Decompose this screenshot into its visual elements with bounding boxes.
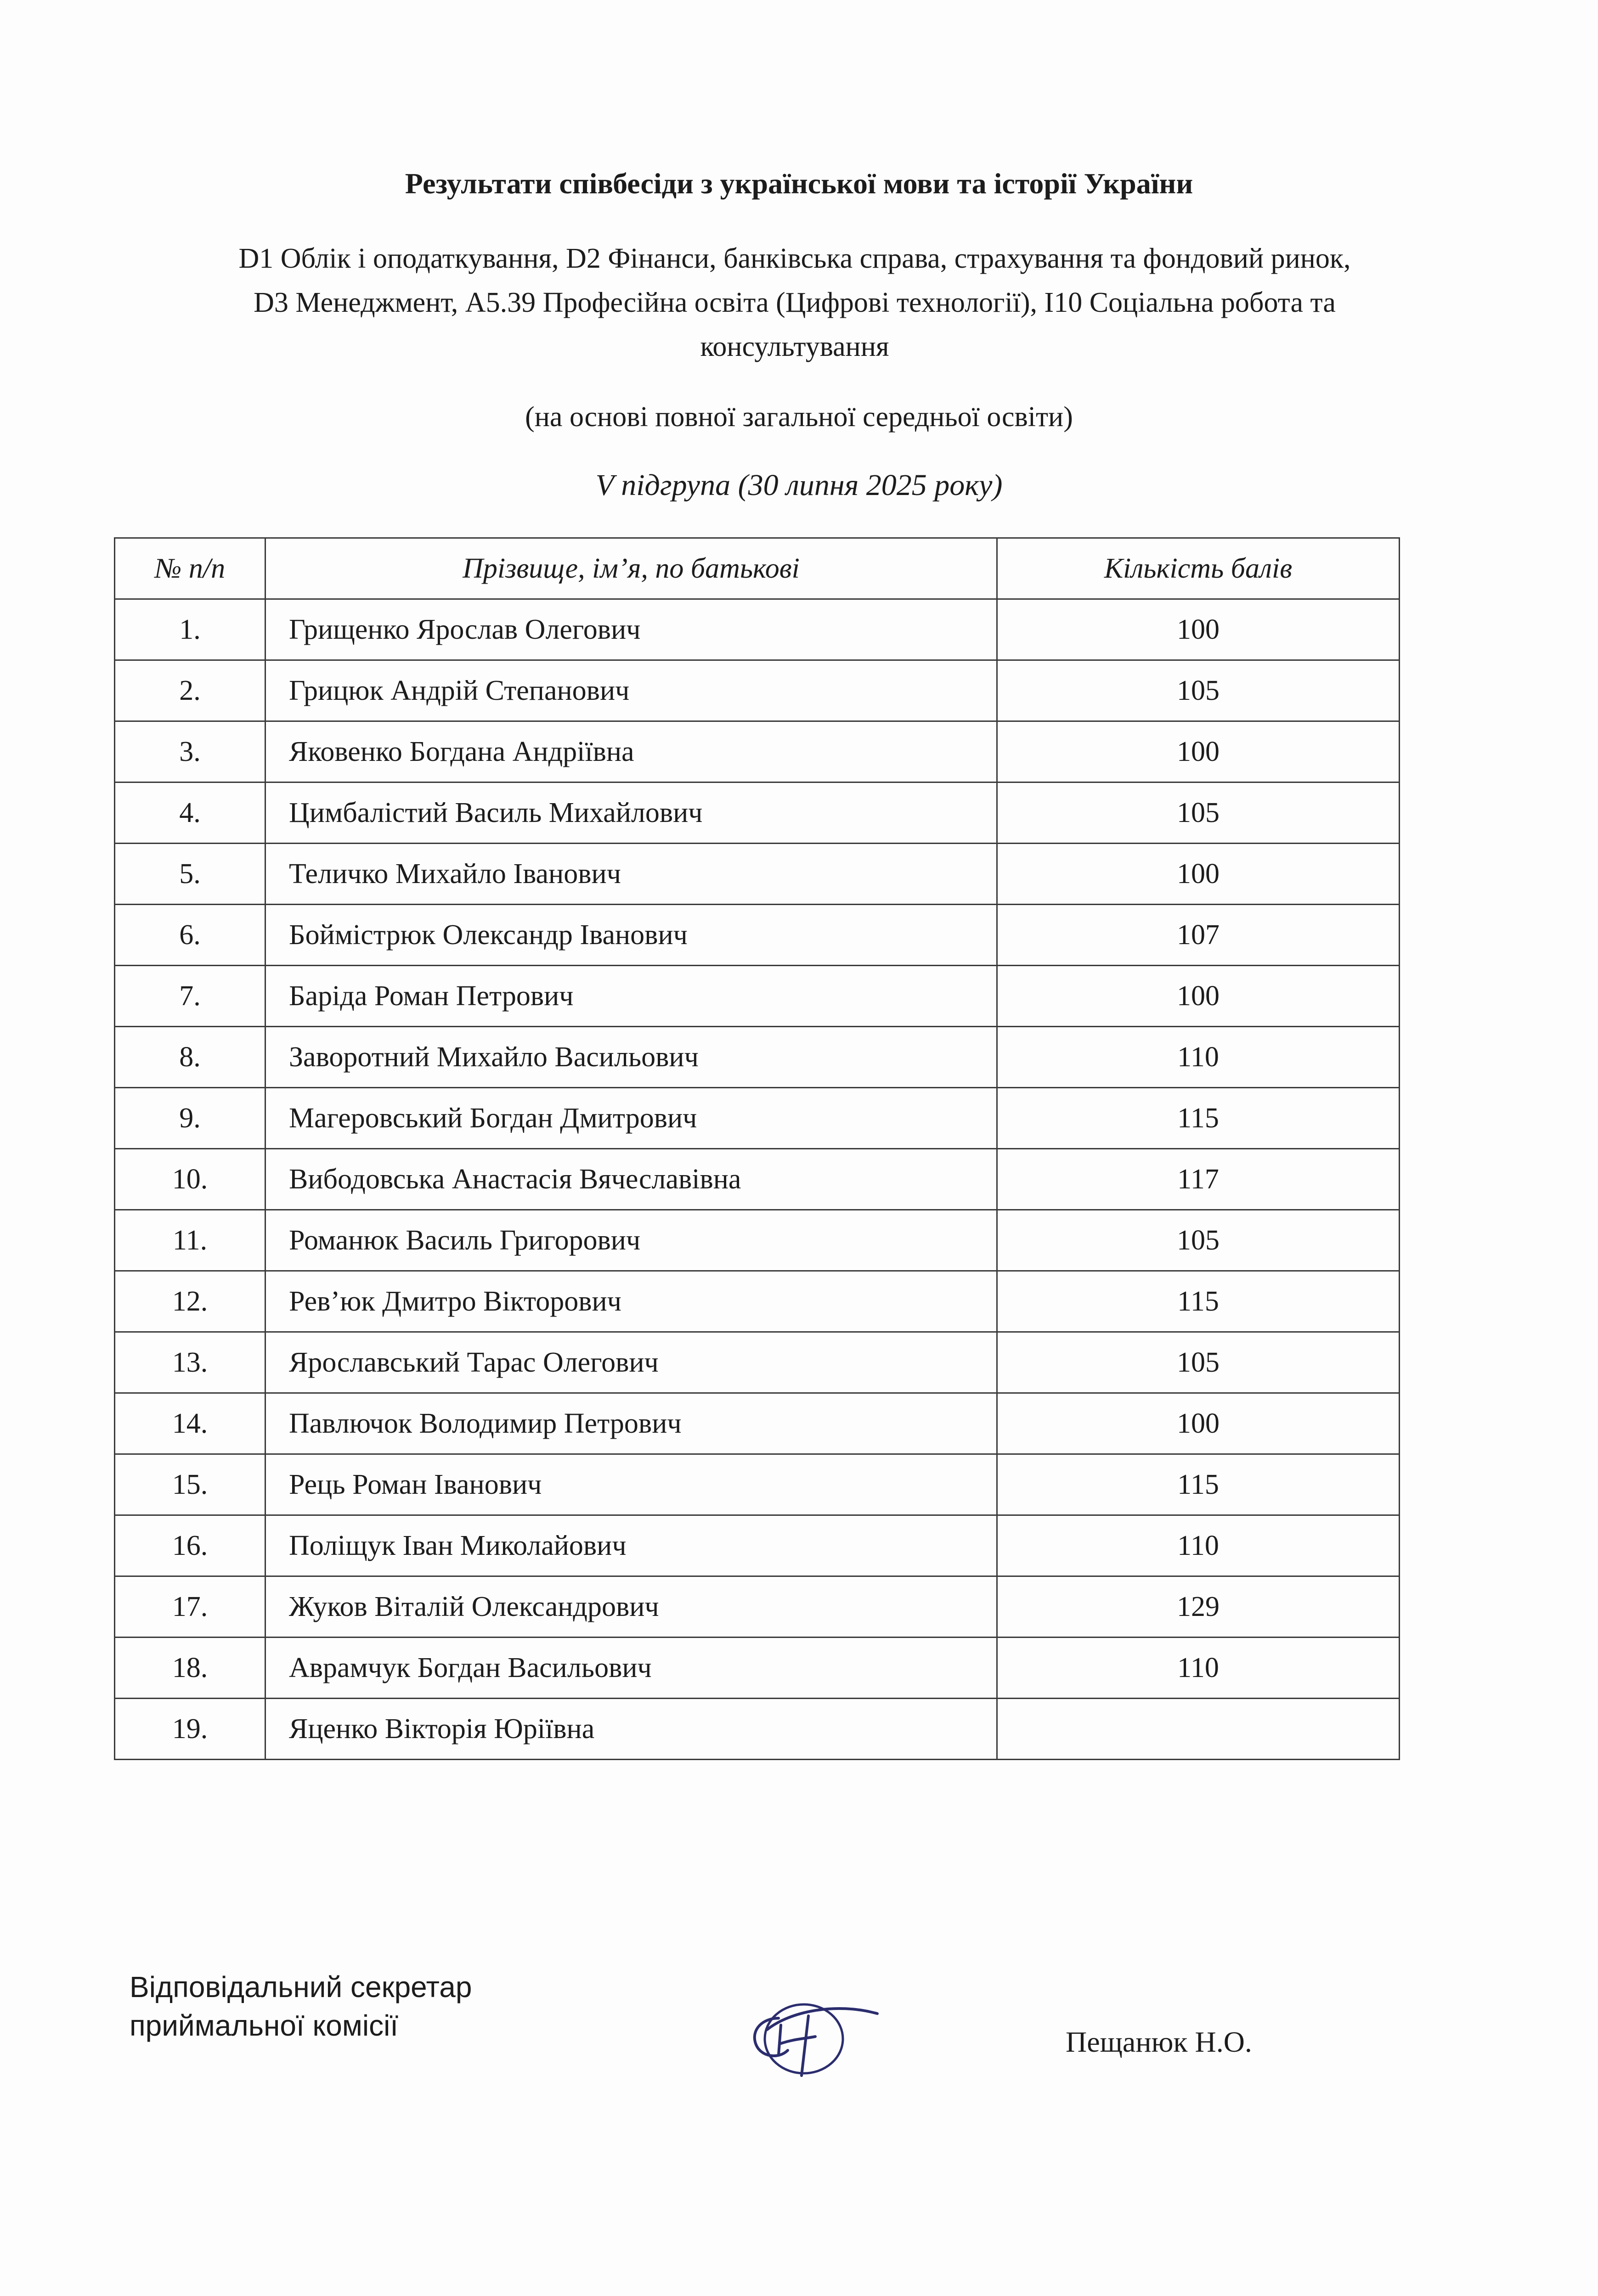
specialties-list — [152, 236, 1438, 369]
subgroup-heading: V підгрупа (30 липня 2025 року) — [595, 468, 1003, 502]
specialties-line-3: консультування — [700, 331, 889, 362]
row-number: 7. — [115, 966, 265, 1027]
table-body — [115, 599, 1400, 1760]
signer-name: Пещанюк Н.О. — [1066, 2026, 1252, 2058]
row-name: Заворотний Михайло Васильович — [265, 1027, 997, 1088]
header-number: № п/п — [115, 538, 265, 599]
row-name: Теличко Михайло Іванович — [265, 844, 997, 905]
table-row — [115, 966, 1400, 1027]
signatory-position — [130, 1968, 472, 2045]
row-score: 105 — [997, 660, 1400, 721]
table-row — [115, 1149, 1400, 1210]
row-score: 117 — [997, 1149, 1400, 1210]
table-row — [115, 782, 1400, 844]
row-number: 2. — [115, 660, 265, 721]
row-score: 105 — [997, 782, 1400, 844]
table-row — [115, 1027, 1400, 1088]
row-number: 13. — [115, 1332, 265, 1393]
table-header-row — [115, 538, 1400, 599]
row-name: Рець Роман Іванович — [265, 1454, 997, 1515]
row-number: 15. — [115, 1454, 265, 1515]
row-score: 100 — [997, 844, 1400, 905]
table-row — [115, 1393, 1400, 1454]
table-row — [115, 1699, 1400, 1760]
row-score: 100 — [997, 599, 1400, 660]
row-name: Грищенко Ярослав Олегович — [265, 599, 997, 660]
signature-icon — [735, 1975, 900, 2085]
row-score: 100 — [997, 966, 1400, 1027]
row-name: Романюк Василь Григорович — [265, 1210, 997, 1271]
header-name: Прізвище, ім’я, по батькові — [265, 538, 997, 599]
row-name: Рев’юк Дмитро Вікторович — [265, 1271, 997, 1332]
row-number: 11. — [115, 1210, 265, 1271]
row-score: 110 — [997, 1638, 1400, 1699]
row-number: 18. — [115, 1638, 265, 1699]
row-name: Магеровський Богдан Дмитрович — [265, 1088, 997, 1149]
row-number: 16. — [115, 1515, 265, 1576]
document-title: Результати співбесіди з української мови та історії України — [405, 167, 1193, 200]
row-score: 107 — [997, 905, 1400, 966]
row-name: Цимбалістий Василь Михайлович — [265, 782, 997, 844]
row-number: 9. — [115, 1088, 265, 1149]
table-row — [115, 1271, 1400, 1332]
table-row — [115, 1088, 1400, 1149]
table-row — [115, 1576, 1400, 1638]
row-score — [997, 1699, 1400, 1760]
row-name: Яковенко Богдана Андріївна — [265, 721, 997, 782]
row-number: 1. — [115, 599, 265, 660]
row-number: 10. — [115, 1149, 265, 1210]
table-row — [115, 599, 1400, 660]
table-row — [115, 1515, 1400, 1576]
row-name: Ярославський Тарас Олегович — [265, 1332, 997, 1393]
row-score: 110 — [997, 1027, 1400, 1088]
row-score: 105 — [997, 1332, 1400, 1393]
row-name: Грицюк Андрій Степанович — [265, 660, 997, 721]
table-row — [115, 660, 1400, 721]
row-score: 115 — [997, 1271, 1400, 1332]
table-row — [115, 1454, 1400, 1515]
header-score: Кількість балів — [997, 538, 1400, 599]
row-number: 5. — [115, 844, 265, 905]
row-score: 100 — [997, 1393, 1400, 1454]
table-row — [115, 1638, 1400, 1699]
position-line-1: Відповідальний секретар — [130, 1970, 472, 2003]
table-row — [115, 905, 1400, 966]
row-number: 6. — [115, 905, 265, 966]
table-row — [115, 1332, 1400, 1393]
row-score: 129 — [997, 1576, 1400, 1638]
table-row — [115, 721, 1400, 782]
row-number: 12. — [115, 1271, 265, 1332]
row-score: 115 — [997, 1454, 1400, 1515]
row-score: 105 — [997, 1210, 1400, 1271]
row-name: Вибодовська Анастасія Вячеславівна — [265, 1149, 997, 1210]
row-score: 110 — [997, 1515, 1400, 1576]
row-name: Яценко Вікторія Юріївна — [265, 1699, 997, 1760]
row-score: 115 — [997, 1088, 1400, 1149]
table-row — [115, 844, 1400, 905]
row-name: Павлючок Володимир Петрович — [265, 1393, 997, 1454]
row-number: 19. — [115, 1699, 265, 1760]
row-name: Баріда Роман Петрович — [265, 966, 997, 1027]
table-row — [115, 1210, 1400, 1271]
row-name: Боймістрюк Олександр Іванович — [265, 905, 997, 966]
row-number: 17. — [115, 1576, 265, 1638]
row-name: Аврамчук Богдан Васильович — [265, 1638, 997, 1699]
results-table — [114, 537, 1400, 1760]
row-name: Жуков Віталій Олександрович — [265, 1576, 997, 1638]
row-score: 100 — [997, 721, 1400, 782]
specialties-line-1: D1 Облік і оподаткування, D2 Фінанси, банківська справа, страхування та фондовий ринок, — [238, 243, 1351, 274]
specialties-line-2: D3 Менеджмент, A5.39 Професійна освіта (Цифрові технології), I10 Соціальна робота та — [254, 287, 1336, 318]
position-line-2: приймальної комісії — [130, 2009, 399, 2042]
row-number: 4. — [115, 782, 265, 844]
basis-note: (на основі повної загальної середньої освіти) — [525, 401, 1073, 433]
row-name: Поліщук Іван Миколайович — [265, 1515, 997, 1576]
row-number: 8. — [115, 1027, 265, 1088]
row-number: 14. — [115, 1393, 265, 1454]
row-number: 3. — [115, 721, 265, 782]
